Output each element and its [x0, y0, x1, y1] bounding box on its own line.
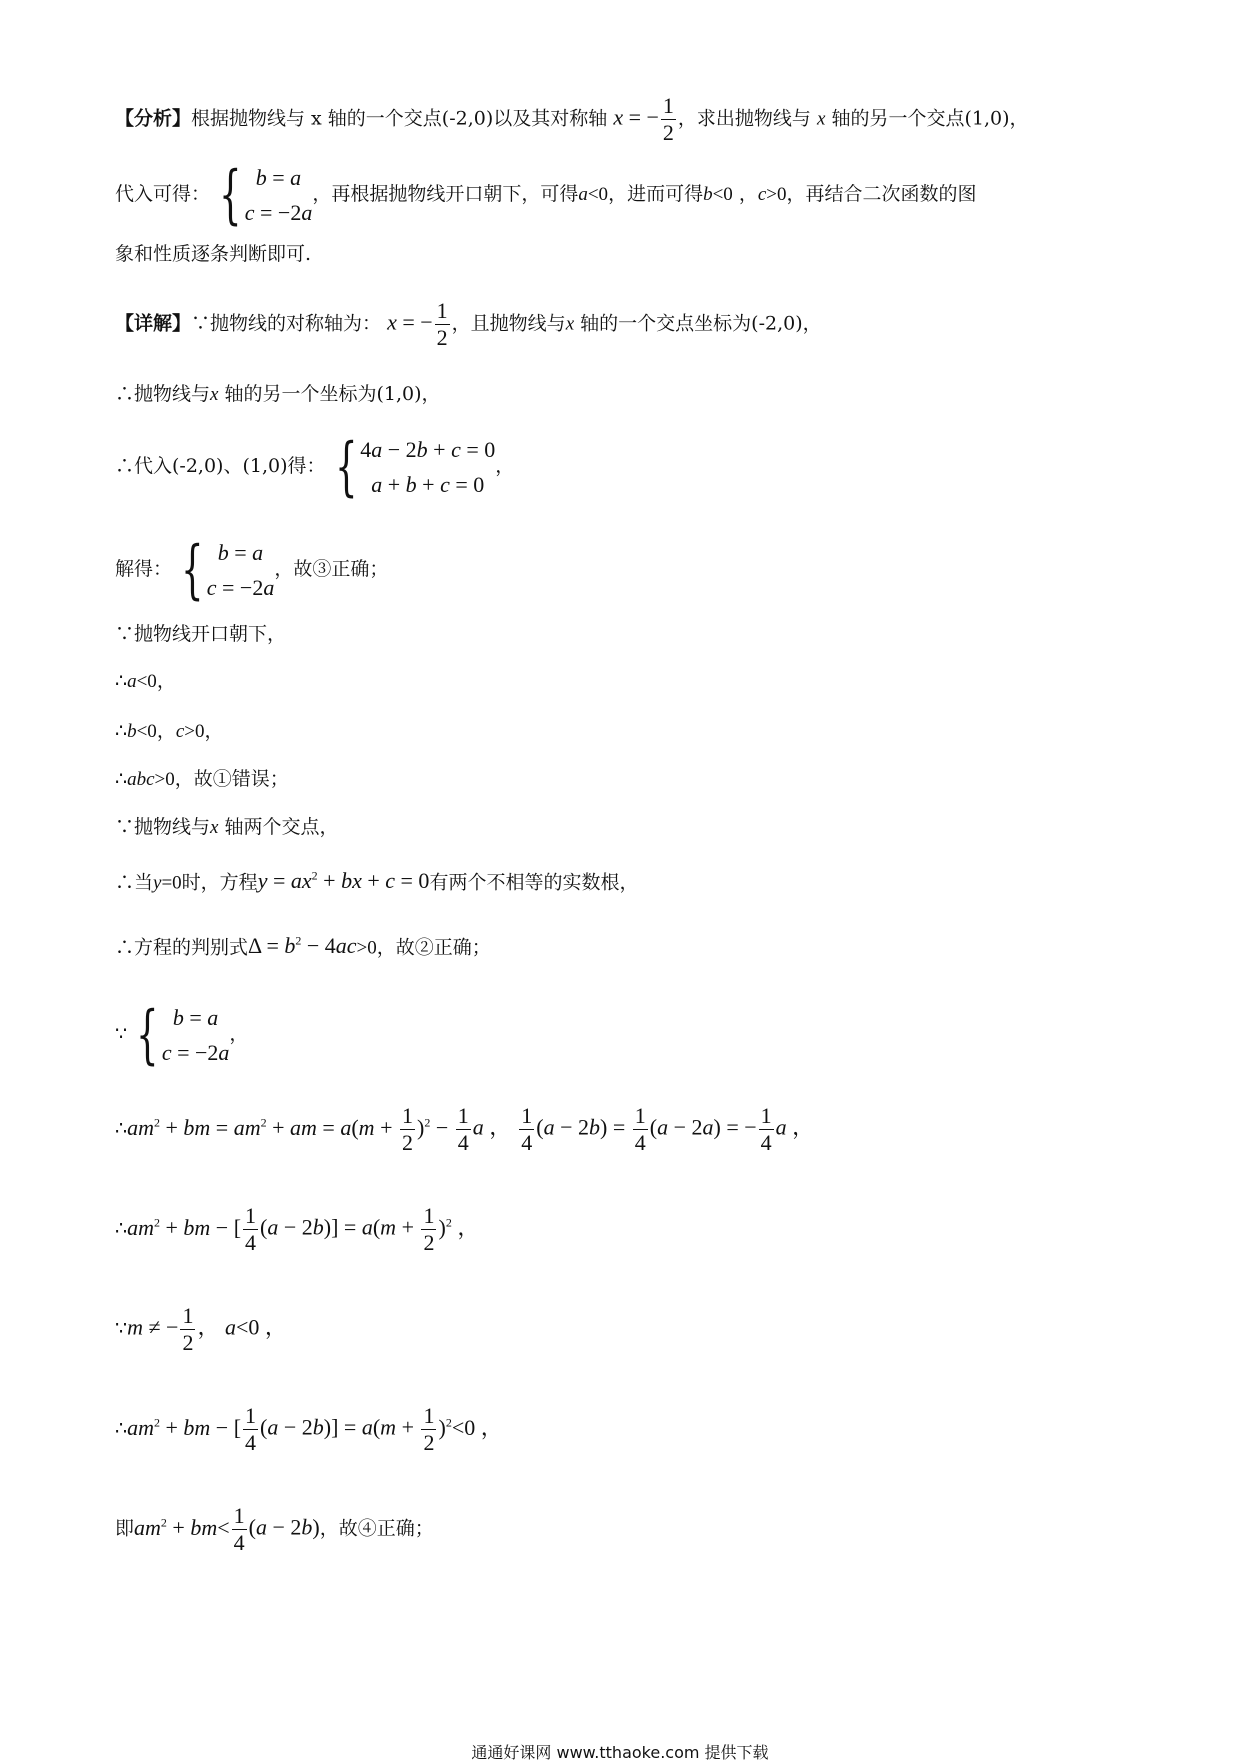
equation-system: { 4a − 2b + c = 0 a + b + c = 0 [334, 430, 496, 505]
detail-line-5: ∵抛物线开口朝下， [115, 623, 287, 645]
fraction: $\frac{1}{2}$ [662, 93, 674, 145]
detail-line-16: $\therefore am^2$ + bm − [ $\frac{1}{4}$ (a − 2b)] = a(m + $\frac{1}{2}$ )$^2$<0 ， [115, 1403, 503, 1455]
analysis-line-2: 代入可得： { b = a c = −2a ，再根据抛物线开口朝下，可得a<0，进而可得b<0 ，c>0，再结合二次函数的图 [115, 158, 977, 233]
analysis-tag: 【分析】 [115, 107, 192, 130]
detail-line-3: ∴代入(-2,0)、(1,0)得： { 4a − 2b + c = 0 a + b + c = 0 ， [115, 430, 515, 505]
detail-line-6: ∴a<0， [115, 670, 176, 692]
detail-line-11: ∴方程的判别式$\Delta = b^2 - 4ac>0$，故②正确； [115, 933, 491, 959]
equation-system: { b = a c = −2a [136, 998, 230, 1073]
detail-line-9: ∵抛物线与x 轴两个交点， [115, 816, 339, 838]
detail-line-4: 解得： { b = a c = −2a ，故③正确； [115, 533, 389, 608]
detail-line-8: ∴abc>0，故①错误； [115, 768, 289, 790]
footer-credit: 通通好课网 www.tthaoke.com 提供下载 [471, 1743, 769, 1762]
equation-system: { b = a c = −2a [219, 158, 313, 233]
equation-system: { b = a c = −2a [181, 533, 275, 608]
detail-tag: 【详解】 [115, 312, 192, 335]
detail-line-1: 【详解】∵抛物线的对称轴为： x = − $\frac{1}{2}$ ，且抛物线与x 轴的一个交点坐标为(-2,0)， [115, 298, 822, 350]
detail-line-15: ∵m ≠ − $\frac{1}{2}$ ， a<0 ， [115, 1303, 287, 1355]
detail-line-14: $\therefore am^2$ + bm − [ $\frac{1}{4}$ (a − 2b)] = a(m + $\frac{1}{2}$ )$^2$ ， [115, 1203, 480, 1255]
analysis-line-3: 象和性质逐条判断即可. [115, 243, 312, 265]
fraction: $\frac{1}{2}$ [436, 298, 448, 350]
detail-line-17: 即$am^2 + bm<$ $\frac{1}{4}$ (a − 2b)，故④正确； [115, 1503, 434, 1555]
detail-line-13: $\therefore am^2$ + bm = $am^2$ + am = a(m + $\frac{1}{2}$ )$^2$ − $\frac{1}{4}$ a ， $\frac{1}{4}$ (a − 2b) = $\frac{1}{4}$ (a − 2a) = − $\frac{1}{4}$ a ， [115, 1103, 815, 1155]
detail-line-7: ∴b<0，c>0， [115, 720, 224, 742]
detail-line-10: ∴当y=0时，方程$y = ax^2$ + bx + c = 0有两个不相等的实数根， [115, 868, 639, 894]
analysis-line-1: 【分析】根据抛物线与 x 轴的一个交点(-2,0)以及其对称轴 x = − $\frac{1}{2}$ ，求出抛物线与 x 轴的另一个交点(1,0)， [115, 93, 1029, 145]
detail-line-12: ∵ { b = a c = −2a ， [115, 998, 249, 1073]
detail-line-2: ∴抛物线与x 轴的另一个坐标为(1,0)， [115, 383, 441, 405]
